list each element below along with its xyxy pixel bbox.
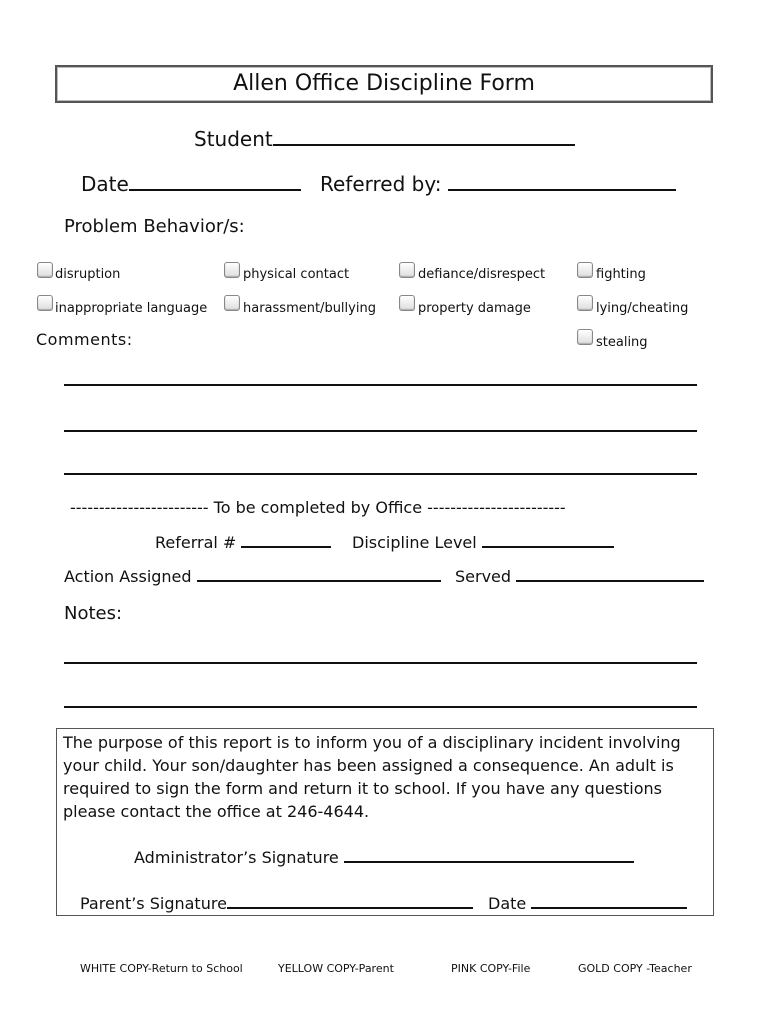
- behavior-label-fighting: fighting: [596, 267, 646, 282]
- behavior-label-inappropriate-language: inappropriate language: [55, 301, 208, 316]
- parent-date-field[interactable]: [488, 894, 687, 913]
- admin-signature-field[interactable]: [134, 848, 634, 867]
- checkbox-fighting[interactable]: [577, 262, 593, 278]
- comment-line-2[interactable]: [64, 430, 697, 432]
- notes-line-2[interactable]: [64, 706, 697, 708]
- checkbox-defiance[interactable]: [399, 262, 415, 278]
- action-assigned-field[interactable]: [64, 567, 441, 586]
- discipline-level-label: Discipline Level: [352, 533, 477, 552]
- discipline-level-line[interactable]: [482, 545, 614, 548]
- served-line[interactable]: [516, 579, 704, 582]
- title-box: [55, 65, 713, 103]
- action-assigned-line[interactable]: [197, 579, 441, 582]
- behavior-label-lying-cheating: lying/cheating: [596, 301, 689, 316]
- served-field[interactable]: [455, 567, 704, 586]
- behavior-label-disruption: disruption: [55, 267, 121, 282]
- checkbox-property-damage[interactable]: [399, 295, 415, 311]
- form-title: Allen Office Discipline Form: [233, 71, 535, 96]
- notes-label: Notes:: [64, 603, 123, 624]
- footer-white-copy: WHITE COPY-Return to School: [80, 962, 243, 975]
- checkbox-inappropriate-language[interactable]: [37, 295, 53, 311]
- referral-line[interactable]: [241, 545, 331, 548]
- parent-signature-label: Parent’s Signature: [80, 894, 227, 913]
- problem-behaviors-label: Problem Behavior/s:: [64, 216, 245, 237]
- date-line[interactable]: [129, 188, 301, 191]
- date-field[interactable]: [81, 172, 301, 196]
- checkbox-physical-contact[interactable]: [224, 262, 240, 278]
- comment-line-3[interactable]: [64, 473, 697, 475]
- admin-signature-label: Administrator’s Signature: [134, 848, 339, 867]
- comments-label: Comments:: [36, 330, 133, 349]
- checkbox-disruption[interactable]: [37, 262, 53, 278]
- office-section-header: ------------------------ To be completed by Office ------------------------: [70, 498, 566, 517]
- footer-yellow-copy: YELLOW COPY-Parent: [278, 962, 394, 975]
- parent-signature-field[interactable]: [80, 894, 473, 913]
- referral-label: Referral #: [155, 533, 237, 552]
- checkbox-stealing[interactable]: [577, 329, 593, 345]
- student-line[interactable]: [273, 143, 575, 146]
- student-label: Student: [194, 127, 273, 151]
- student-field[interactable]: [194, 127, 575, 151]
- referral-field[interactable]: [155, 533, 331, 552]
- discipline-level-field[interactable]: [352, 533, 614, 552]
- referred-by-line[interactable]: [448, 188, 676, 191]
- parent-signature-line[interactable]: [227, 906, 473, 909]
- footer-pink-copy: PINK COPY-File: [451, 962, 531, 975]
- behavior-label-defiance: defiance/disrespect: [418, 267, 546, 282]
- parent-date-label: Date: [488, 894, 527, 913]
- parent-date-line[interactable]: [531, 906, 687, 909]
- checkbox-lying-cheating[interactable]: [577, 295, 593, 311]
- footer-gold-copy: GOLD COPY -Teacher: [578, 962, 692, 975]
- behavior-label-physical-contact: physical contact: [243, 267, 350, 282]
- comment-line-1[interactable]: [64, 384, 697, 386]
- behavior-label-harassment: harassment/bullying: [243, 301, 376, 316]
- notes-line-1[interactable]: [64, 662, 697, 664]
- notice-text: The purpose of this report is to inform you of a disciplinary incident involving your child. Your son/daughter has been assigned a consequence. An adult is required to sign the form and return it to school. If you have any questions please contact the office at 246-4644.: [63, 733, 681, 821]
- checkbox-harassment[interactable]: [224, 295, 240, 311]
- date-label: Date: [81, 172, 129, 196]
- served-label: Served: [455, 567, 512, 586]
- admin-signature-line[interactable]: [344, 860, 634, 863]
- referred-by-field[interactable]: [320, 172, 676, 196]
- behavior-label-stealing: stealing: [596, 335, 648, 350]
- action-assigned-label: Action Assigned: [64, 567, 192, 586]
- behavior-label-property-damage: property damage: [418, 301, 531, 316]
- referred-by-label: Referred by:: [320, 172, 442, 196]
